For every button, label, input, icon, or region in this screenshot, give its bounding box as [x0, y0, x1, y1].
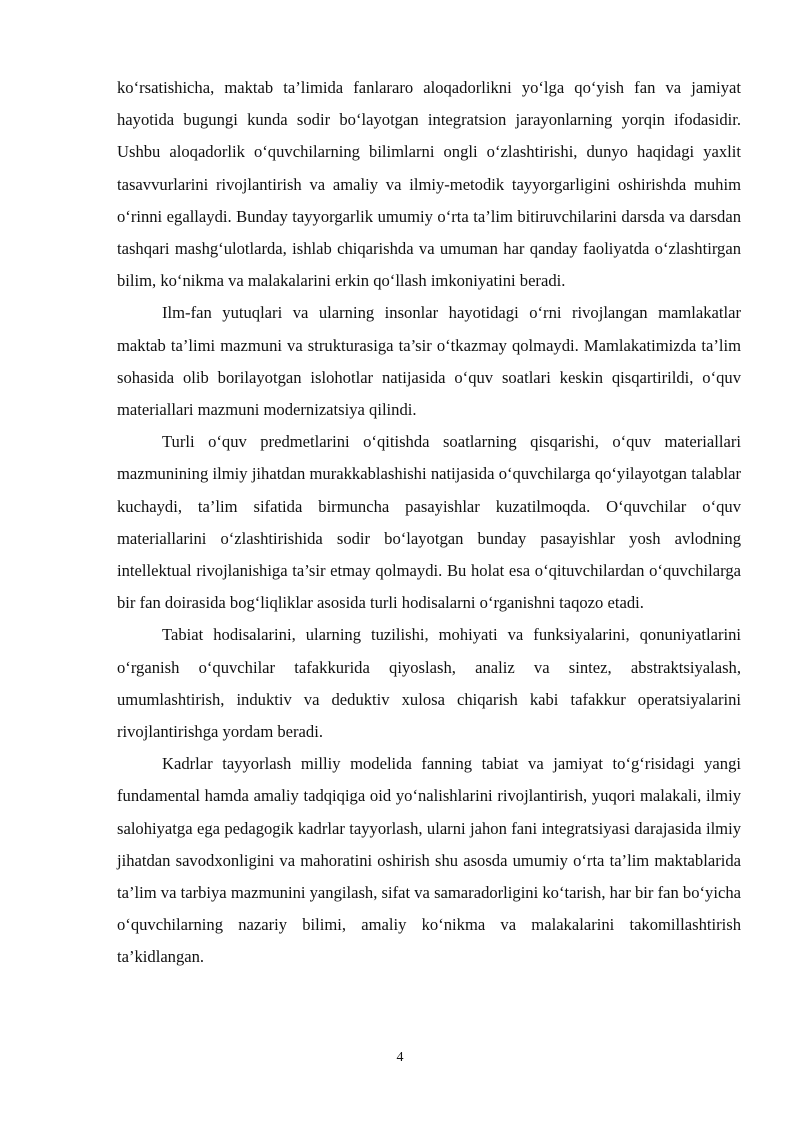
paragraph-subject-teaching: Turli o‘quv predmetlarini o‘qitishda soatlarning qisqarishi, o‘quv materiallari mazmunining ilmiy jihatdan murakkablashishi natijasida o‘quvchilarga qo‘yilayotgan talablar kuchaydi, ta’lim sifatida birmuncha pasayishlar kuzatilmoqda. O‘quvchilar o‘quv materiallarini o‘zlashtirishida sodir bo‘layotgan bunday pasayishlar yosh avlodning intellektual rivojlanishiga ta’sir etmay qolmaydi. Bu holat esa o‘qituvchilardan o‘quvchilarga bir fan doirasida bog‘liqliklar asosida turli hodisalarni o‘rganishni taqozo etadi. — [117, 432, 741, 613]
paragraph-personnel-training: Kadrlar tayyorlash milliy modelida fanning tabiat va jamiyat to‘g‘risidagi yangi fundamental hamda amaliy tadqiqiga oid yo‘nalishlarini rivojlantirish, yuqori malakali, ilmiy salohiyatga ega pedagogik kadrlar tayyorlash, ularni jahon fani integratsiyasi darajasida ilmiy jihatdan savodxonligini va mahoratini oshirish shu asosda umumiy o‘rta ta’lim maktablarida ta’lim va tarbiya mazmunini yangilash, sifat va samaradorligini ko‘tarish, har bir fan bo‘yicha o‘quvchilarning nazariy bilimi, amaliy ko‘nikma va malakalarini takomillashtirish ta’kidlangan. — [117, 754, 741, 967]
paragraph-nature-phenomena: Tabiat hodisalarini, ularning tuzilishi, mohiyati va funksiyalarini, qonuniyatlarini o‘rganish o‘quvchilar tafakkurida qiyoslash, analiz va sintez, abstraktsiyalash, umumlashtirish, induktiv va deduktiv xulosa chiqarish kabi tafakkur operatsiyalarini rivojlantirishga yordam beradi. — [117, 625, 741, 742]
document-page — [117, 72, 741, 974]
page-number: 4 — [396, 1050, 404, 1065]
paragraph-science-achievements: Ilm-fan yutuqlari va ularning insonlar hayotidagi o‘rni rivojlangan mamlakatlar maktab ta’limi mazmuni va strukturasiga ta’sir o‘tkazmay qolmaydi. Mamlakatimizda ta’lim sohasida olib borilayotgan islohotlar natijasida o‘quv soatlari keskin qisqartirildi, o‘quv materiallari mazmuni modernizatsiya qilindi. — [117, 303, 741, 420]
paragraph-continuation: ko‘rsatishicha, maktab ta’limida fanlararo aloqadorlikni yo‘lga qo‘yish fan va jamiyat hayotida bugungi kunda sodir bo‘layotgan integratsion jarayonlarning yorqin ifodasidir. Ushbu aloqadorlik o‘quvchilarning bilimlarni ongli o‘zlashtirishi, dunyo haqidagi yaxlit tasavvurlarini rivojlantirish va amaliy va ilmiy-metodik tayyorgarligini oshirishda muhim o‘rinni egallaydi. Bunday tayyorgarlik umumiy o‘rta ta’lim bitiruvchilarini darsda va darsdan tashqari mashg‘ulotlarda, ishlab chiqarishda va umuman har qanday faoliyatda o‘zlashtirgan bilim, ko‘nikma va malakalarini erkin qo‘llash imkoniyatini beradi. — [117, 78, 741, 291]
